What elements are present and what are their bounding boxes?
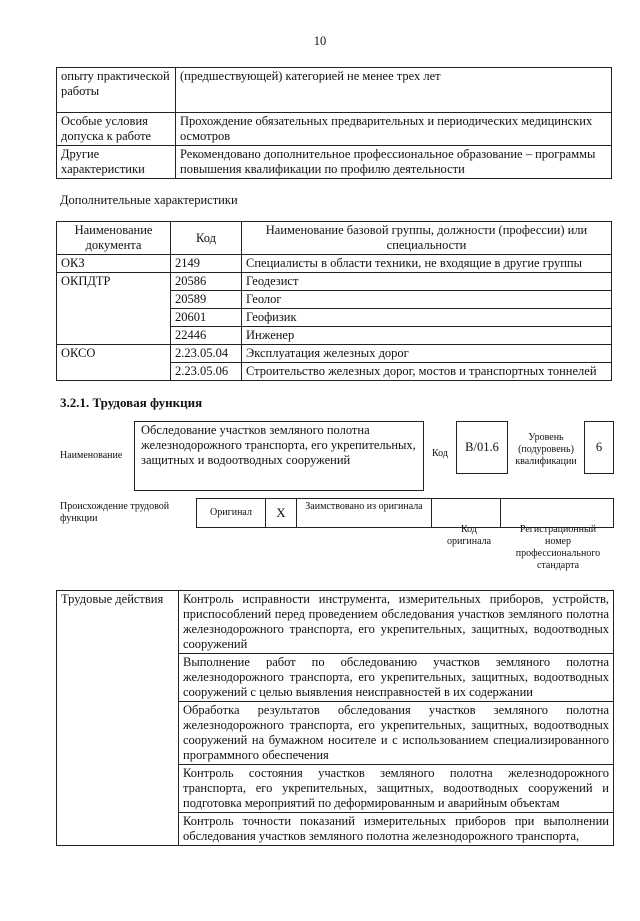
cell-name: Эксплуатация железных дорог <box>242 345 612 363</box>
cell-name: Геодезист <box>242 273 612 291</box>
cell-name: Геолог <box>242 291 612 309</box>
actions-label: Трудовые действия <box>57 591 179 846</box>
origin-original-mark: X <box>265 498 297 528</box>
header-doc: Наименование документа <box>57 222 171 255</box>
qualification-level-value: 6 <box>584 421 614 474</box>
cell-doc: ОКПДТР <box>57 273 171 345</box>
function-name-value: Обследование участков земляного полотна железнодорожного транспорта, его укрепительных, защитных и водоотводных сооружений <box>134 421 424 491</box>
cell-code: 2.23.05.04 <box>171 345 242 363</box>
table-row <box>57 113 612 146</box>
cell-name: Специалисты в области техники, не входящие в другие группы <box>242 255 612 273</box>
section-heading-additional: Дополнительные характеристики <box>60 193 238 207</box>
row-label: опыту практической работы <box>57 68 176 113</box>
cell-code: 22446 <box>171 327 242 345</box>
top-table <box>56 67 612 179</box>
cell-doc: ОКСО <box>57 345 171 381</box>
table-header-row <box>57 222 612 255</box>
additional-table <box>56 221 612 381</box>
row-label: Особые условия допуска к работе <box>57 113 176 146</box>
table-row <box>57 345 612 363</box>
origin-borrowed-label: Заимствовано из оригинала <box>296 498 432 528</box>
origin-code-caption: Код оригинала <box>446 524 492 547</box>
action-item: Обработка результатов обследования участков земляного полотна железнодорожного транспорта, его укрепительных, защитных, водоотводных сооружений на бумажном носителе и с использованием специализированного программного обеспечения <box>179 702 614 765</box>
cell-code: 2149 <box>171 255 242 273</box>
origin-reg-caption: Регистрационный номер профессионального стандарта <box>515 524 601 571</box>
cell-code: 20601 <box>171 309 242 327</box>
row-value: Рекомендовано дополнительное профессиональное образование – программы повышения квалификации по профилю деятельности <box>176 146 612 179</box>
table-row <box>57 591 614 654</box>
table-row <box>57 255 612 273</box>
row-label: Другие характеристики <box>57 146 176 179</box>
cell-code: 20586 <box>171 273 242 291</box>
page-number: 10 <box>313 34 327 48</box>
origin-label: Происхождение трудовой функции <box>60 501 170 524</box>
cell-doc: ОКЗ <box>57 255 171 273</box>
row-value: Прохождение обязательных предварительных и периодических медицинских осмотров <box>176 113 612 146</box>
origin-original-label: Оригинал <box>196 498 266 528</box>
cell-name: Строительство железных дорог, мостов и транспортных тоннелей <box>242 363 612 381</box>
function-code-value: B/01.6 <box>456 421 508 474</box>
cell-name: Инженер <box>242 327 612 345</box>
header-code: Код <box>171 222 242 255</box>
cell-code: 2.23.05.06 <box>171 363 242 381</box>
qualification-level-label: Уровень (подуровень) квалификации <box>515 432 577 467</box>
row-value: (предшествующей) категорией не менее трех лет <box>176 68 612 113</box>
function-code-label: Код <box>432 448 448 459</box>
table-row <box>57 146 612 179</box>
actions-table <box>56 590 614 846</box>
function-heading: 3.2.1. Трудовая функция <box>60 395 203 410</box>
action-item: Контроль исправности инструмента, измерительных приборов, устройств, приспособлений перед проведением обследования участков земляного полотна железнодорожного транспорта, его укрепительных, защитных, водоотводных сооружений <box>179 591 614 654</box>
action-item: Контроль точности показаний измерительных приборов при выполнении обследования участков земляного полотна железнодорожного транспорта, <box>179 813 614 846</box>
action-item: Контроль состояния участков земляного полотна железнодорожного транспорта, его укрепительных, защитных, водоотводных сооружений и подготовка мероприятий по деформированным и аварийным объектам <box>179 765 614 813</box>
function-name-label: Наименование <box>60 450 123 461</box>
table-row <box>57 273 612 291</box>
cell-name: Геофизик <box>242 309 612 327</box>
header-name: Наименование базовой группы, должности (профессии) или специальности <box>242 222 612 255</box>
cell-code: 20589 <box>171 291 242 309</box>
table-row <box>57 68 612 113</box>
action-item: Выполнение работ по обследованию участков земляного полотна железнодорожного транспорта, его укрепительных, защитных, водоотводных сооружений с целью выявления неисправностей в их содержании <box>179 654 614 702</box>
